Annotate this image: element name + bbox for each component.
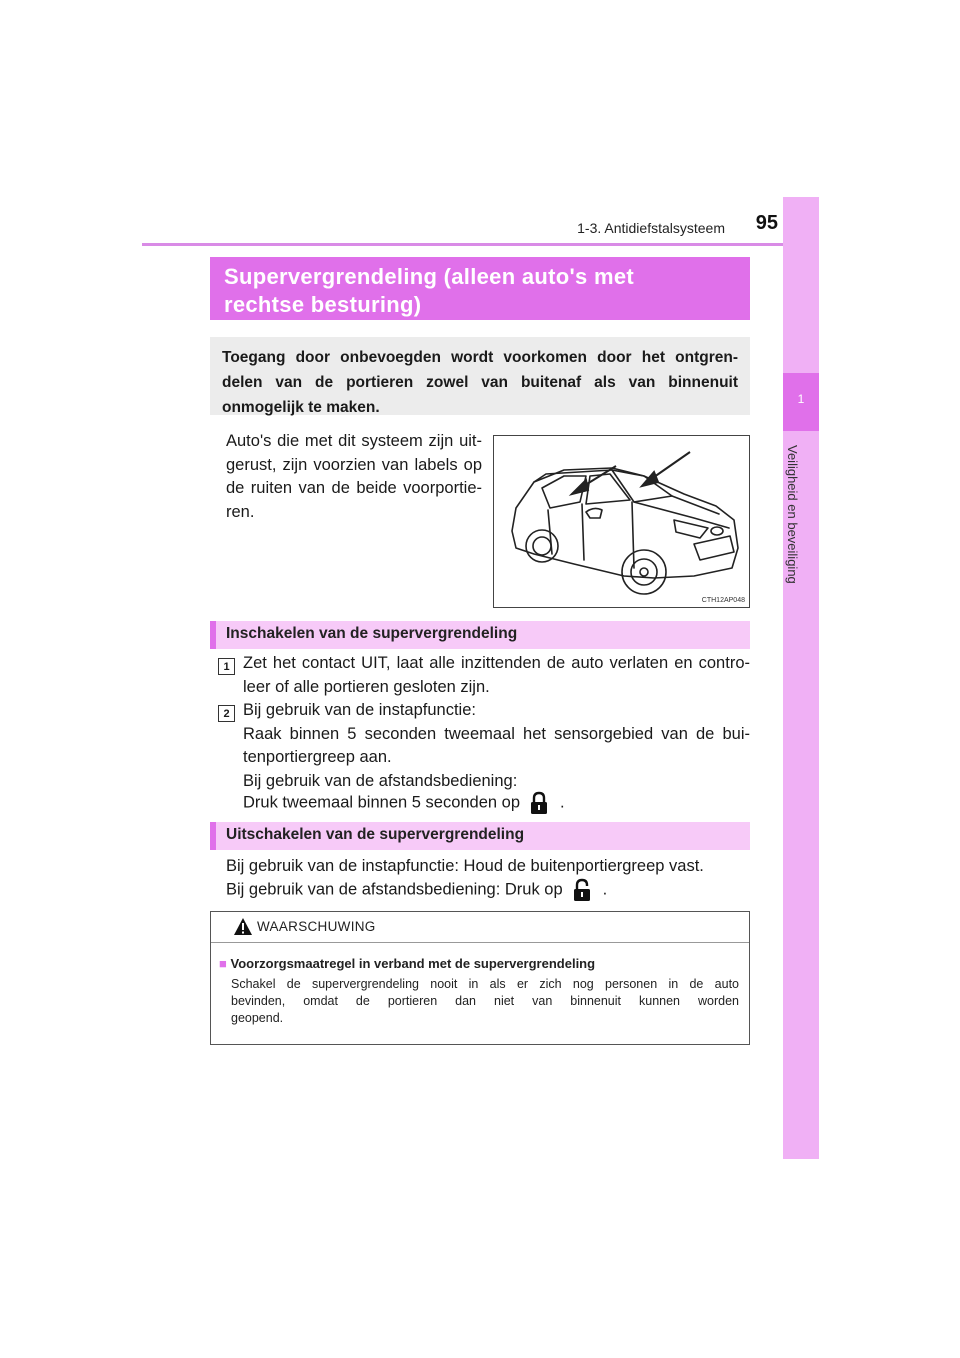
warning-subheading-text: Voorzorgsmaatregel in verband met de supervergrendeling <box>230 956 596 971</box>
disable-line: Bij gebruik van de instapfunctie: Houd de buitenportiergreep vast. <box>226 857 704 875</box>
side-chapter-tab <box>783 197 819 1159</box>
body-line: ren. <box>226 502 255 521</box>
car-illustration <box>493 435 750 608</box>
body-paragraph <box>226 430 482 524</box>
step-line: Zet het contact UIT, laat alle inzittenden de auto verlaten en contro- <box>243 654 750 672</box>
header-divider <box>142 243 818 246</box>
step-line: leer of alle portieren gesloten zijn. <box>243 677 490 696</box>
step-badge: 1 <box>218 658 235 675</box>
step-line: Raak binnen 5 seconden tweemaal het sensorgebied van de bui- <box>243 724 750 743</box>
disable-line-end: . <box>602 880 608 899</box>
bullet-square-icon: ■ <box>219 956 227 971</box>
warning-line: Schakel de supervergrendeling nooit in als er zich nog personen in de auto <box>231 977 739 991</box>
warning-label: WAARSCHUWING <box>257 919 376 934</box>
intro-line: delen van de portieren zowel van buitenaf als van binnenuit <box>222 374 738 391</box>
section-title-line: rechtse besturing) <box>224 292 422 317</box>
intro-line: onmogelijk te maken. <box>222 399 380 416</box>
disable-lock-line <box>226 878 750 902</box>
step-1-text <box>243 652 750 699</box>
body-line: de ruiten van de beide voorportie- <box>226 479 482 497</box>
side-chapter-title: Veiligheid en beveiliging <box>785 445 800 584</box>
step-line: Druk tweemaal binnen 5 seconden op <box>243 793 521 812</box>
intro-line: Toegang door onbevoegden wordt voorkomen door het ontgren- <box>222 349 738 366</box>
warning-triangle-icon <box>233 917 253 936</box>
step-line: Bij gebruik van de afstandsbediening: <box>243 771 518 790</box>
lock-icon <box>528 791 550 815</box>
warning-body <box>231 976 739 1027</box>
header-section-title: 1-3. Antidiefstalsysteem <box>577 220 725 236</box>
figure-code: CTH12AP048 <box>701 597 745 604</box>
warning-line: bevinden, omdat de portieren dan niet van binnenuit kunnen worden <box>231 994 739 1008</box>
disable-line: Bij gebruik van de afstandsbediening: Druk op <box>226 880 563 899</box>
step-2-lock-line <box>243 791 750 815</box>
section-title <box>210 257 750 320</box>
side-chapter-number: 1 <box>797 392 805 406</box>
disable-heading: Uitschakelen van de supervergrendeling <box>210 822 750 850</box>
warning-header <box>211 912 749 943</box>
intro-box <box>210 337 750 415</box>
step-badge: 2 <box>218 705 235 722</box>
unlock-icon <box>571 878 593 902</box>
section-title-line: Supervergrendeling (alleen auto's met <box>224 264 634 289</box>
body-line: Auto's die met dit systeem zijn uit- <box>226 432 482 450</box>
warning-subheading <box>219 956 595 971</box>
step-line: tenportiergreep aan. <box>243 748 392 766</box>
enable-heading: Inschakelen van de supervergrendeling <box>210 621 750 649</box>
warning-line: geopend. <box>231 1011 284 1025</box>
body-line: gerust, zijn voorzien van labels op <box>226 455 482 474</box>
step-line: Bij gebruik van de instapfunctie: <box>243 701 476 719</box>
page-number: 95 <box>755 212 778 234</box>
step-line-end: . <box>560 793 565 812</box>
warning-box <box>210 911 750 1045</box>
step-2-text <box>243 699 750 793</box>
car-drawing <box>494 436 749 607</box>
